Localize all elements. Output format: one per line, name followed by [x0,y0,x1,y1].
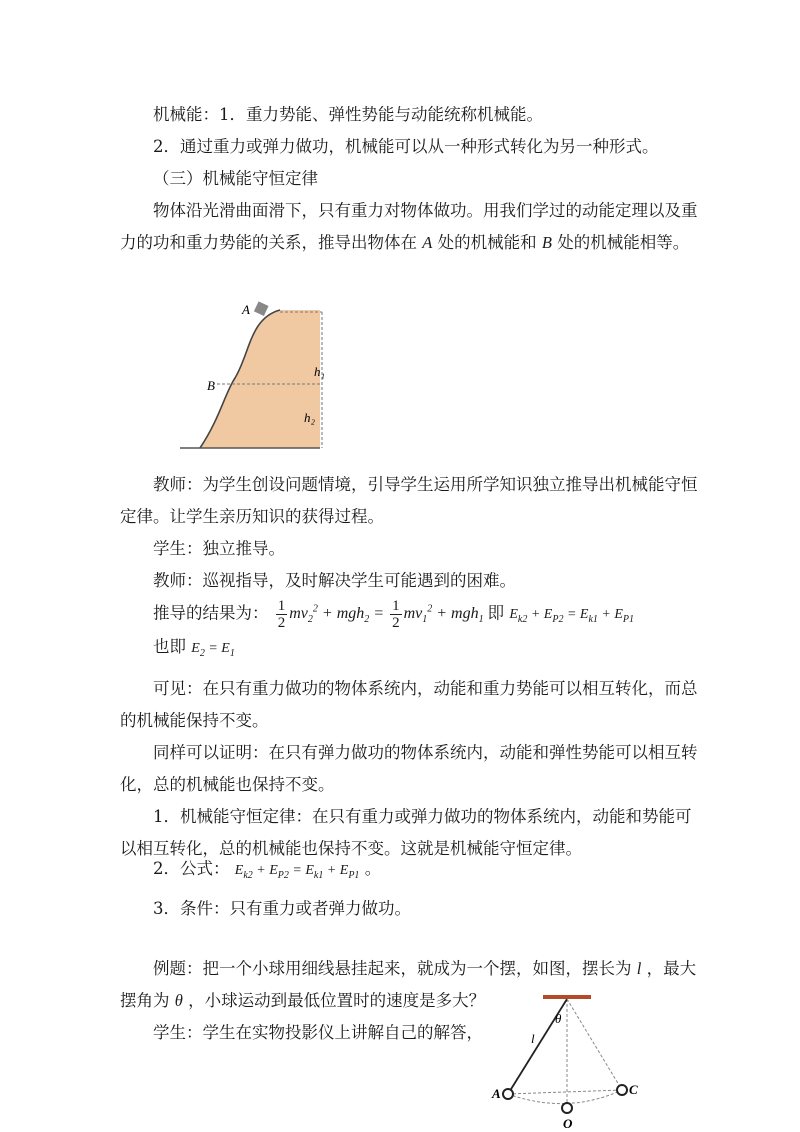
ball-a [503,1089,513,1099]
elastic-proof-line1: 同样可以证明：在只有弹力做功的物体系统内，动能和弹性势能可以相互转 [153,743,698,762]
paragraph-intro-line2: 力的功和重力势能的关系，推导出物体在 A 处的机械能和 B 处的机械能相等。 [120,233,690,252]
example-line2: 摆角为 θ ，小球运动到最低位置时的速度是多大？ [120,991,486,1010]
condition-line: 3．条件：只有重力或者弹力做功。 [153,899,411,918]
student-text: 学生：独立推导。 [153,539,285,558]
pendulum-figure [488,993,638,1132]
chord-line [508,1090,622,1094]
slope-body [180,310,320,448]
teacher-text-line1: 教师：为学生创设问题情境，引导学生运用所学知识独立推导出机械能守恒 [153,475,698,494]
law-statement-line2: 以相互转化，总的机械能也保持不变。这就是机械能守恒定律。 [120,839,582,858]
derivation-result: 推导的结果为： $\frac{1}{2}$ $mv_2^2 + mgh_2$ = $\frac{1}{2}$ $mv_1^2 + mgh_1$ 即 $E_{k2} + E_{P2} = E_{k1} + E_{P1}$ [153,598,635,632]
teacher-guide-text: 教师：巡视指导，及时解决学生可能遇到的困难。 [153,571,516,590]
label-a-pendulum: A [492,1086,501,1101]
ball-c [617,1085,627,1095]
observation-line2: 的机械能保持不变。 [120,711,269,730]
ball-o [562,1103,572,1113]
student-answer-text: 学生：学生在实物投影仪上讲解自己的解答， [153,1023,483,1042]
label-b: B [207,378,215,393]
formula-line: 2．公式： $E_{k2} + E_{P2} = E_{k1} + E_{P1}$ 。 [153,859,382,881]
slope-figure [180,298,355,453]
label-theta: θ [555,1011,562,1026]
label-c: C [629,1082,638,1097]
energy-conversion-text: 2．通过重力或弹力做功，机械能可以从一种形式转化为另一种形式。 [153,137,659,156]
string-c [567,999,622,1090]
observation-line1: 可见：在只有重力做功的物体系统内，动能和重力势能可以相互转化，而总 [153,679,698,698]
example-line1: 例题：把一个小球用细线悬挂起来，就成为一个摆，如图，摆长为 l ，最大 [153,959,697,978]
paragraph-intro-line1: 物体沿光滑曲面滑下，只有重力对物体做功。用我们学过的动能定理以及重 [153,201,698,220]
elastic-proof-line2: 化，总的机械能也保持不变。 [120,775,335,794]
teacher-text-line2: 定律。让学生亲历知识的获得过程。 [120,507,384,526]
section-heading: （三）机械能守恒定律 [153,169,318,188]
label-a: A [242,302,250,317]
block-a [254,301,269,316]
definition-mechanical-energy: 机械能：1．重力势能、弹性势能与动能统称机械能。 [153,105,543,124]
pendulum-hanger [543,995,591,999]
derivation-formula: $\frac{1}{2}$ $mv_2^2 + mgh_2$ = $\frac{1}{2}$ $mv_1^2 + mgh_1$ [277,598,484,632]
conclusion-e2-e1: 也即 $E_2 = E_1$ [153,637,235,659]
label-h2: h₂ [304,410,316,425]
label-l: l [531,1031,535,1046]
label-h1: h₁ [314,364,326,379]
label-o: O [563,1116,573,1131]
law-statement-line1: 1．机械能守恒定律：在只有重力或弹力做功的物体系统内，动能和势能可 [153,807,692,826]
